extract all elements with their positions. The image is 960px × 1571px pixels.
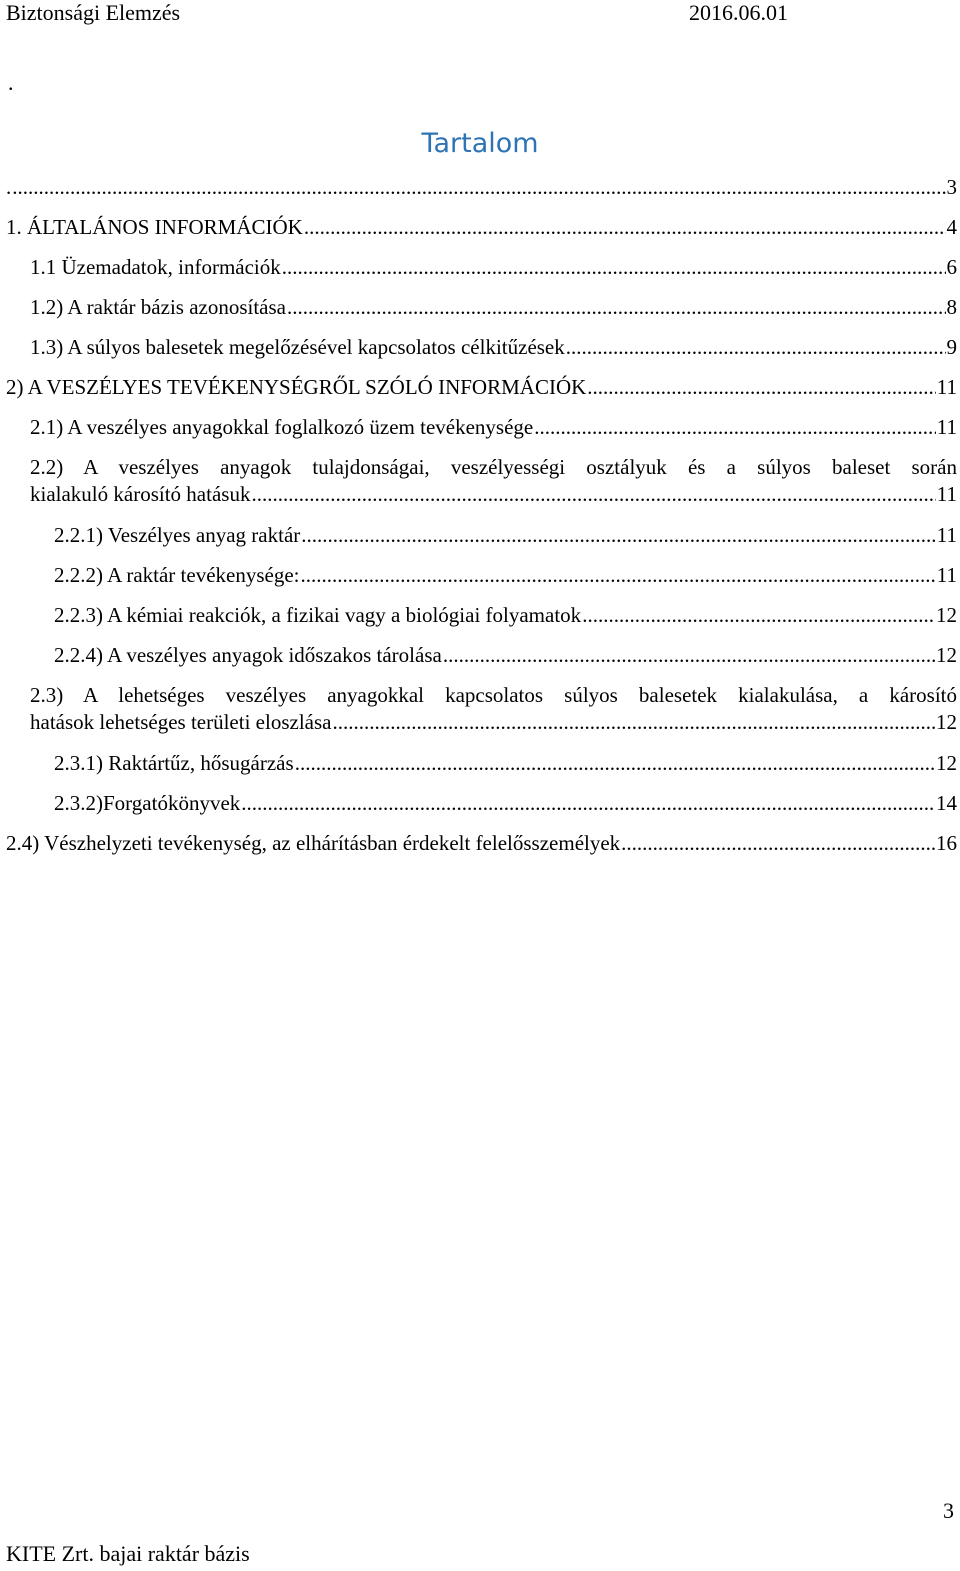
toc-dot-leader xyxy=(587,374,935,401)
toc-entry-page: 4 xyxy=(946,215,957,239)
toc-entry-label: 1.3) A súlyos balesetek megelőzésével kapcsolatos célkitűzések xyxy=(30,335,565,359)
toc-entry[interactable] xyxy=(0,410,960,450)
toc-dot-leader xyxy=(332,709,935,736)
toc-dot-leader xyxy=(582,602,935,629)
toc-entry-label: 2) A VESZÉLYES TEVÉKENYSÉGRŐL SZÓLÓ INFORMÁCIÓK xyxy=(6,375,587,399)
page-header xyxy=(6,0,788,28)
stray-mark: . xyxy=(8,70,14,95)
toc-entry-page: 12 xyxy=(936,710,957,734)
toc-dot-leader xyxy=(621,830,935,857)
toc-entry-label-line2: hatások lehetséges területi eloszlása xyxy=(30,710,332,734)
toc-entry-page: 11 xyxy=(936,482,957,506)
toc-entry[interactable] xyxy=(0,826,960,866)
toc-dot-leader xyxy=(301,522,935,549)
toc-entry-page: 16 xyxy=(936,831,957,855)
toc-dot-leader xyxy=(282,254,946,281)
toc-entry-page: 8 xyxy=(946,295,957,319)
toc-entry-label: 2.3.1) Raktártűz, hősugárzás xyxy=(54,751,294,775)
toc-dot-leader xyxy=(287,294,946,321)
toc-entry[interactable] xyxy=(0,678,960,746)
table-of-contents xyxy=(0,170,960,866)
toc-entry-page: 11 xyxy=(936,523,957,547)
header-date: 2016.06.01 xyxy=(689,0,788,25)
toc-entry-page: 9 xyxy=(946,335,957,359)
toc-entry-page: 6 xyxy=(946,255,957,279)
toc-dot-leader xyxy=(566,334,946,361)
toc-entry-page: 14 xyxy=(936,791,957,815)
toc-entry-label-line1: 2.2) A veszélyes anyagok tulajdonságai, veszélyességi osztályuk és a súlyos baleset során xyxy=(30,455,957,479)
toc-title: Tartalom xyxy=(421,128,539,159)
toc-dot-leader xyxy=(534,414,936,441)
toc-entry[interactable] xyxy=(0,170,960,210)
toc-entry-label: 1.2) A raktár bázis azonosítása xyxy=(30,295,286,319)
toc-dot-leader xyxy=(241,790,935,817)
toc-entry[interactable] xyxy=(0,786,960,826)
toc-entry-page: 11 xyxy=(936,375,957,399)
header-document-title: Biztonsági Elemzés xyxy=(6,0,181,25)
toc-entry-label-line1: 2.3) A lehetséges veszélyes anyagokkal kapcsolatos súlyos balesetek kialakulása, a károsító xyxy=(30,683,957,707)
toc-dot-leader xyxy=(304,214,946,241)
toc-entry-label: 2.3.2)Forgatókönyvek xyxy=(54,791,241,815)
toc-entry-label: . xyxy=(6,175,12,199)
toc-entry-label-line2: kialakuló károsító hatásuk xyxy=(30,482,251,506)
toc-entry-page: 3 xyxy=(946,175,957,199)
toc-entry[interactable] xyxy=(0,330,960,370)
toc-entry-page: 11 xyxy=(936,415,957,439)
toc-entry-label: 2.2.4) A veszélyes anyagok időszakos tárolása xyxy=(54,643,442,667)
toc-entry-label: 1. ÁLTALÁNOS INFORMÁCIÓK xyxy=(6,215,303,239)
toc-dot-leader xyxy=(12,174,945,201)
toc-entry[interactable] xyxy=(0,518,960,558)
toc-entry-page: 11 xyxy=(936,563,957,587)
toc-entry[interactable] xyxy=(0,638,960,678)
toc-entry-page: 12 xyxy=(936,751,957,775)
toc-dot-leader xyxy=(443,642,935,669)
page-number: 3 xyxy=(943,1498,954,1523)
toc-entry[interactable] xyxy=(0,598,960,638)
toc-entry[interactable] xyxy=(0,370,960,410)
toc-entry-label: 1.1 Üzemadatok, információk xyxy=(30,255,281,279)
toc-dot-leader xyxy=(295,750,935,777)
toc-entry-page: 12 xyxy=(936,603,957,627)
toc-entry-label: 2.2.1) Veszélyes anyag raktár xyxy=(54,523,301,547)
toc-dot-leader xyxy=(301,562,936,589)
toc-entry[interactable] xyxy=(0,558,960,598)
toc-entry-label: 2.1) A veszélyes anyagokkal foglalkozó üzem tevékenysége xyxy=(30,415,534,439)
toc-entry[interactable] xyxy=(0,250,960,290)
toc-entry-label: 2.2.2) A raktár tevékenysége: xyxy=(54,563,300,587)
toc-entry[interactable] xyxy=(0,450,960,518)
toc-entry-label: 2.2.3) A kémiai reakciók, a fizikai vagy a biológiai folyamatok xyxy=(54,603,582,627)
toc-entry[interactable] xyxy=(0,746,960,786)
page-footer: KITE Zrt. bajai raktár bázis xyxy=(6,1541,250,1566)
toc-entry[interactable] xyxy=(0,290,960,330)
toc-entry[interactable] xyxy=(0,210,960,250)
toc-entry-label: 2.4) Vészhelyzeti tevékenység, az elhárításban érdekelt felelősszemélyek xyxy=(6,831,621,855)
toc-dot-leader xyxy=(251,481,935,508)
toc-entry-page: 12 xyxy=(936,643,957,667)
